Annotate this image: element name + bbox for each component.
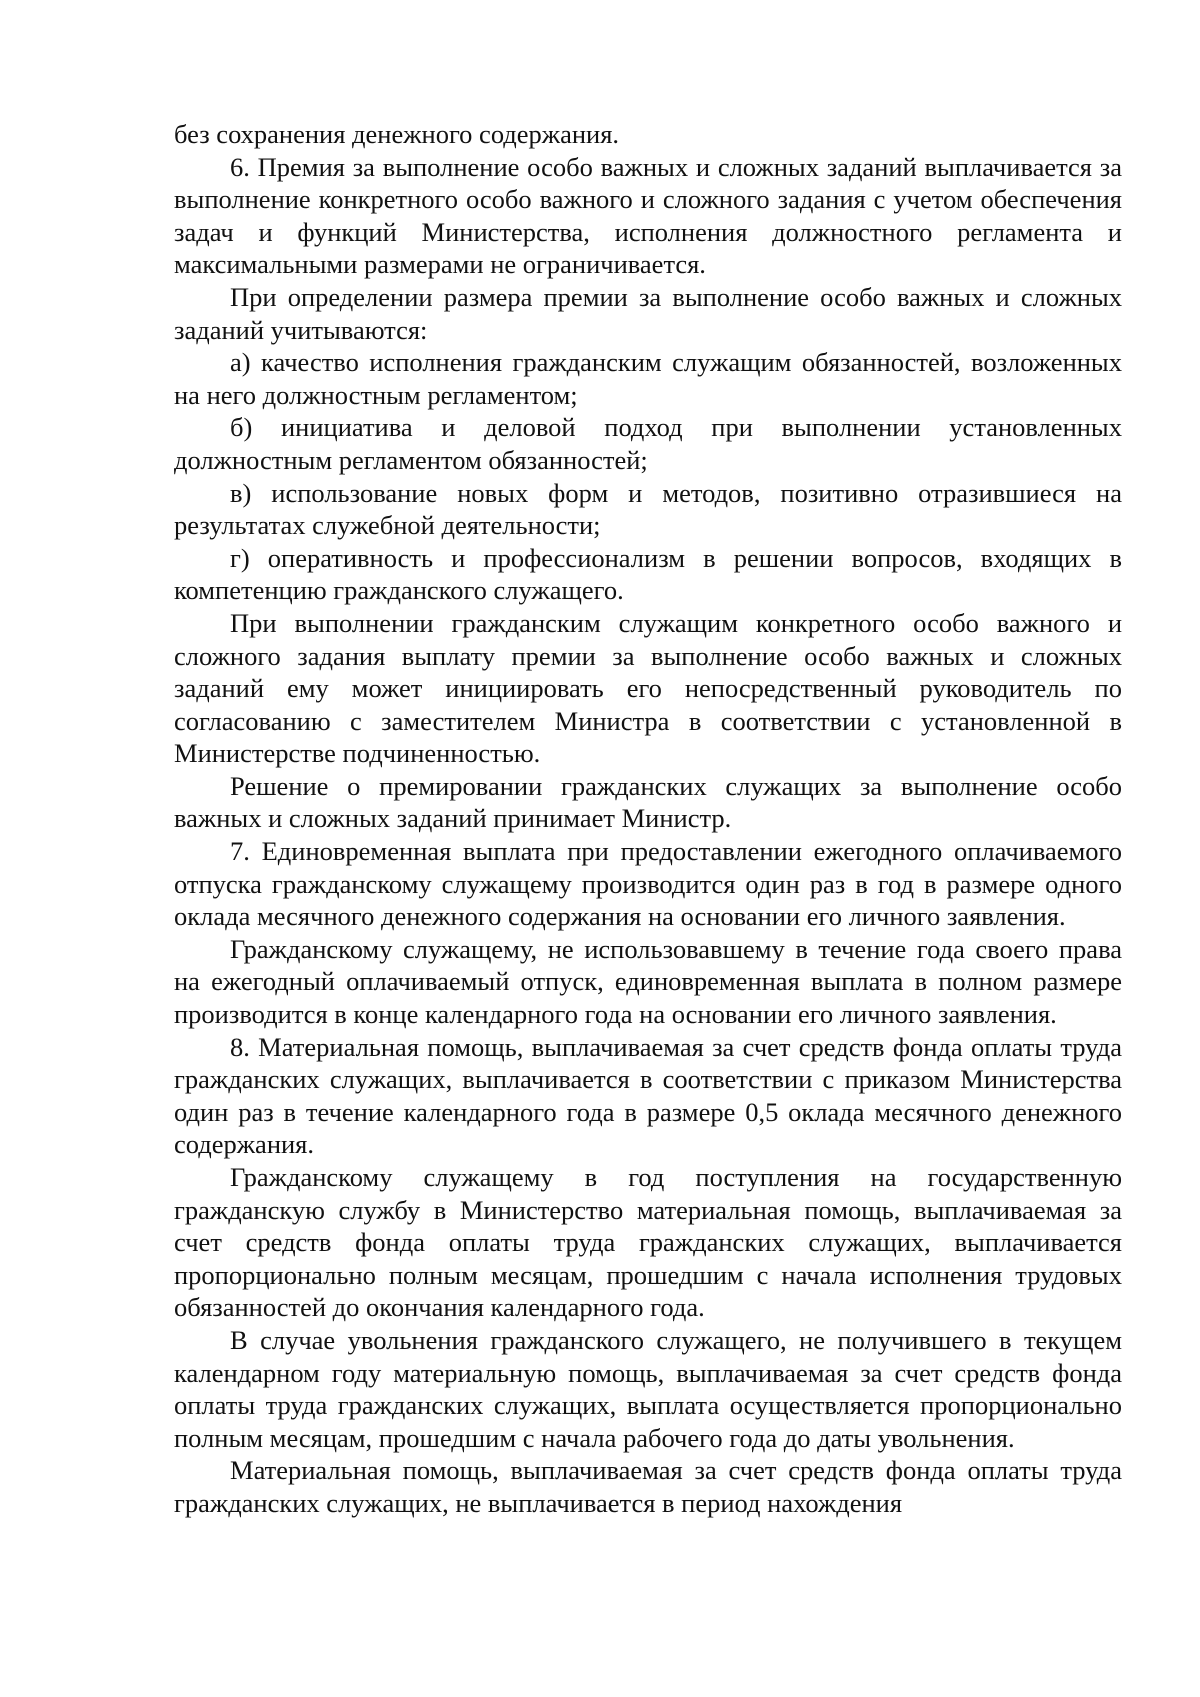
paragraph-aid-exclusion: Материальная помощь, выплачиваемая за счет средств фонда оплаты труда гражданских служащих, не выплачивается в период нахождения	[174, 1455, 1122, 1518]
paragraph-criterion-g: г) оперативность и профессионализм в решении вопросов, входящих в компетенцию гражданского служащего.	[174, 542, 1122, 606]
paragraph-item-7: 7. Единовременная выплата при предоставлении ежегодного оплачиваемого отпуска гражданскому служащему производится один раз в год в размере одного оклада месячного денежного содержания на основании его личного заявления.	[174, 836, 1122, 932]
paragraph-first-year-aid: Гражданскому служащему в год поступления на государственную гражданскую службу в Министерство материальная помощь, выплачиваемая за счет средств фонда оплаты труда гражданских служащих, выплачивается пропорционально полным месяцам, прошедшим с начала исполнения трудовых обязанностей до окончания календарного года.	[174, 1162, 1122, 1323]
paragraph-continuation: без сохранения денежного содержания.	[174, 119, 620, 149]
paragraph-criterion-a: а) качество исполнения гражданским служащим обязанностей, возложенных на него должностным регламентом;	[174, 347, 1122, 410]
paragraph-criterion-v: в) использование новых форм и методов, позитивно отразившиеся на результатах служебной деятельности;	[174, 477, 1122, 541]
paragraph-unused-leave: Гражданскому служащему, не использовавшему в течение года своего права на ежегодный оплачиваемый отпуск, единовременная выплата в полном размере производится в конце календарного года на основании его личного заявления.	[174, 933, 1122, 1030]
paragraph-bonus-decision: Решение о премировании гражданских служащих за выполнение особо важных и сложных заданий принимает Министр.	[174, 770, 1122, 834]
paragraph-dismissal-aid: В случае увольнения гражданского служащего, не получившего в текущем календарном году материальную помощь, выплачиваемая за счет средств фонда оплаты труда гражданских служащих, выплата осуществляется пропорционально полным месяцам, прошедшим с начала рабочего года до даты увольнения.	[174, 1324, 1122, 1453]
paragraph-criterion-b: б) инициатива и деловой подход при выполнении установленных должностным регламентом обязанностей;	[174, 412, 1122, 475]
paragraph-item-6: 6. Премия за выполнение особо важных и сложных заданий выплачивается за выполнение конкретного особо важного и сложного задания с учетом обеспечения задач и функций Министерства, исполнения должностного регламента и максимальными размерами не ограничивается.	[174, 151, 1122, 280]
paragraph-bonus-criteria-intro: При определении размера премии за выполнение особо важных и сложных заданий учитываются:	[174, 281, 1122, 345]
paragraph-item-8: 8. Материальная помощь, выплачиваемая за счет средств фонда оплаты труда гражданских служащих, выплачивается в соответствии с приказом Министерства один раз в течение календарного года в размере 0,5 оклада месячного денежного содержания.	[174, 1031, 1122, 1160]
paragraph-bonus-initiation: При выполнении гражданским служащим конкретного особо важного и сложного задания выплату премии за выполнение особо важных и сложных заданий ему может инициировать его непосредственный руководитель по согласованию с заместителем Министра в соответствии с установленной в Министерстве подчиненностью.	[174, 607, 1122, 769]
document-page	[174, 118, 1122, 1520]
